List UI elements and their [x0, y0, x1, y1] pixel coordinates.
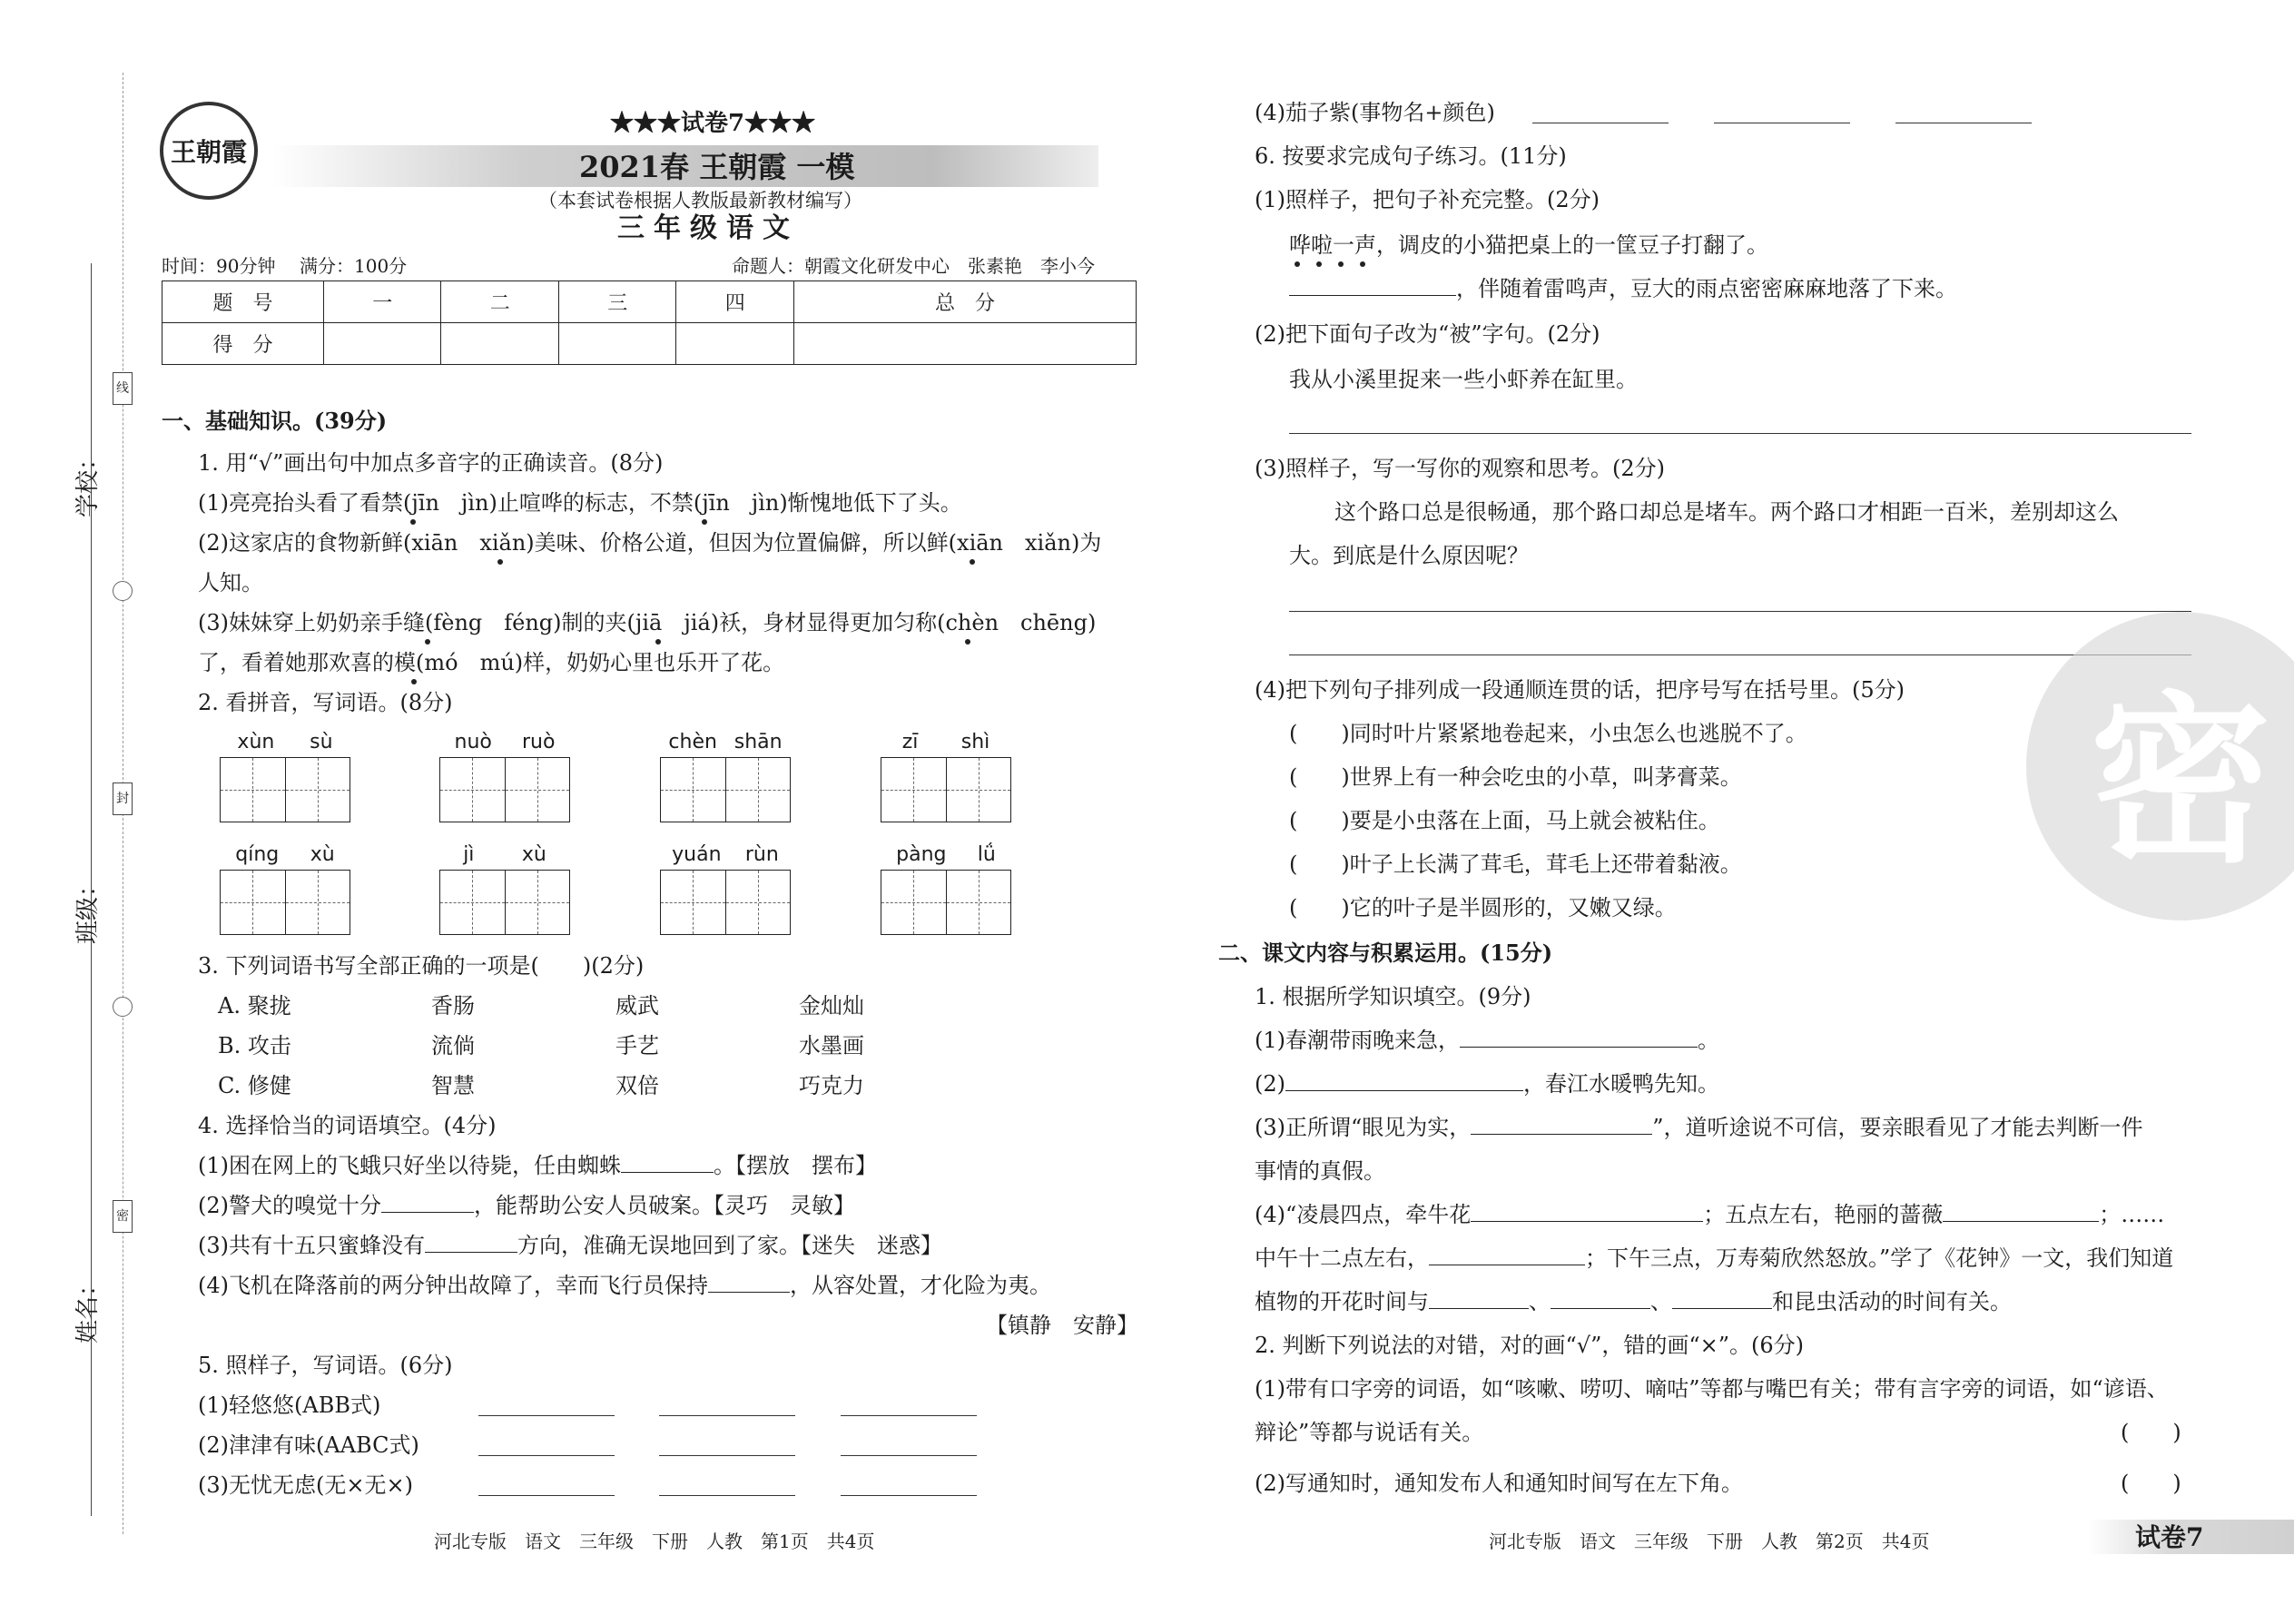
- pinyin: xù: [310, 843, 335, 866]
- q6-1-prompt: (1)照样子，把句子补充完整。(2分): [1255, 187, 1600, 212]
- q4-text: ，能帮助公安人员破案。【灵巧 灵敏】: [474, 1193, 855, 1218]
- school-label: 学校：: [74, 446, 102, 517]
- q4-text: (4)飞机在降落前的两分钟出故障了，幸而飞行员保持: [198, 1273, 708, 1298]
- pinyin: yuán: [672, 843, 722, 866]
- s2-q1-item-3c: 事情的真假。: [1255, 1158, 1385, 1184]
- answer-blank[interactable]: [478, 1438, 615, 1456]
- q6-3-text-b: 大。到底是什么原因呢？: [1289, 543, 1529, 568]
- pinyin-box-7[interactable]: [660, 841, 791, 935]
- page-footer-left: 河北专版 语文 三年级 下册 人教 第1页 共4页: [434, 1530, 875, 1552]
- q3-option-a-word: 金灿灿: [799, 993, 864, 1019]
- q4-item-4: [198, 1271, 1051, 1300]
- answer-blank[interactable]: [659, 1438, 795, 1456]
- score-cell[interactable]: [676, 323, 793, 365]
- q5-item-3: (3)无忧无虑(无×无×): [198, 1472, 413, 1498]
- pinyin: shì: [960, 731, 990, 753]
- answer-blank[interactable]: [478, 1478, 615, 1496]
- answer-blank[interactable]: [1460, 1028, 1698, 1048]
- q3-option-b-word: 流倘: [431, 1033, 475, 1058]
- score-col-total: 总 分: [793, 281, 1136, 323]
- q5-item-1: (1)轻悠悠(ABB式): [198, 1393, 381, 1418]
- q6-4-item: ( )它的叶子是半圆形的，又嫩又绿。: [1289, 895, 1677, 920]
- section-1-heading: 一、基础知识。(39分): [162, 408, 388, 434]
- s2-q1-text: 中午十二点左右，: [1255, 1245, 1429, 1271]
- q6-4-item: ( )同时叶片紧紧地卷起来，小虫怎么也逃脱不了。: [1289, 721, 1807, 746]
- pinyin-box-8[interactable]: [881, 841, 1011, 935]
- q3-option-b-word: 水墨画: [799, 1033, 864, 1058]
- cut-mark-xian: 线: [113, 372, 133, 405]
- answer-line[interactable]: [1289, 637, 2191, 655]
- emphasis-dot: [1338, 261, 1344, 267]
- pinyin: xùn: [237, 731, 275, 753]
- answer-blank[interactable]: [708, 1273, 790, 1293]
- score-cell[interactable]: [441, 323, 558, 365]
- q1-item-3b: 了，看着她那欢喜的模(mó mú)样，奶奶心里也乐开了花。: [198, 650, 785, 675]
- answer-blank[interactable]: [1471, 1115, 1652, 1135]
- q3-option-c-word: 智慧: [431, 1073, 475, 1098]
- answer-blank[interactable]: [659, 1398, 795, 1416]
- s2-q2-item-1a: (1)带有口字旁的词语，如“咳嗽、唠叨、嘀咕”等都与嘴巴有关；带有言字旁的词语，如“谚语、: [1255, 1376, 2169, 1402]
- s2-q1-item-4f: [1255, 1287, 2012, 1316]
- logo-icon: 王朝霞: [160, 102, 258, 200]
- score-table-header-label: 题 号: [162, 281, 324, 323]
- answer-blank[interactable]: [1895, 105, 2032, 123]
- corner-tag: 试卷7: [2135, 1522, 2204, 1552]
- answer-blank[interactable]: [841, 1478, 977, 1496]
- exam-time: 时间：90分钟: [162, 255, 276, 277]
- emphasis-dot: [497, 559, 503, 565]
- class-label: 班级：: [74, 872, 102, 944]
- emphasis-dot: [410, 519, 416, 525]
- pinyin: zī: [901, 731, 919, 753]
- judge-paren[interactable]: ( ): [2121, 1420, 2181, 1445]
- section-2-heading: 二、课文内容与积累运用。(15分): [1218, 940, 1553, 966]
- s2-q2-item-1b: 辩论”等都与说话有关。: [1255, 1420, 1484, 1445]
- q5-item-4: (4)茄子紫(事物名+颜色): [1255, 100, 1495, 125]
- q4-item-4-options: 【镇静 安静】: [986, 1313, 1138, 1338]
- s2-q1-text: ；下午三点，万寿菊欣然怒放。”学了《花钟》一文，我们知道: [1585, 1245, 2174, 1271]
- binding-hole-icon: [113, 997, 133, 1017]
- answer-blank[interactable]: [621, 1153, 714, 1173]
- answer-blank[interactable]: [1285, 1071, 1523, 1091]
- period: 。: [1698, 1028, 1719, 1053]
- s2-q1-item-4d: [1255, 1244, 2173, 1273]
- pinyin-box-6[interactable]: [439, 841, 570, 935]
- s2-q1-text: (3)正所谓“眼见为实，: [1255, 1115, 1472, 1140]
- q4-prompt: 4. 选择恰当的词语填空。(4分): [198, 1113, 497, 1138]
- answer-blank[interactable]: [1429, 1289, 1529, 1309]
- q2-prompt: 2. 看拼音，写词语。(8分): [198, 690, 453, 715]
- emphasis-dot: [411, 679, 417, 684]
- pinyin: rùn: [744, 843, 779, 866]
- page-footer-right: 河北专版 语文 三年级 下册 人教 第2页 共4页: [1489, 1530, 1930, 1552]
- pinyin-box-1[interactable]: [220, 728, 350, 822]
- score-table-row-label: 得 分: [162, 323, 324, 365]
- q3-option-c-word: 双倍: [615, 1073, 659, 1098]
- pinyin: chèn: [668, 731, 717, 753]
- q6-1-example: 哗啦一声，调皮的小猫把桌上的一筐豆子打翻了。: [1289, 232, 1768, 258]
- pinyin: nuò: [454, 731, 492, 753]
- s2-q1-text: ；五点左右，艳丽的蔷薇: [1703, 1202, 1944, 1227]
- q4-item-3: [198, 1231, 942, 1260]
- pinyin: shān: [733, 731, 783, 753]
- answer-blank[interactable]: [1943, 1202, 2099, 1222]
- pinyin: ruò: [522, 731, 556, 753]
- score-table: [162, 281, 1137, 365]
- emphasis-dot: [655, 639, 661, 645]
- binding-hole-icon: [113, 581, 133, 601]
- answer-blank[interactable]: [1714, 105, 1850, 123]
- emphasis-dot: [425, 639, 430, 645]
- q6-3-text-a: 这个路口总是很畅通，那个路口却总是堵车。两个路口才相距一百米，差别却这么: [1334, 499, 2119, 525]
- cut-mark-feng: 封: [113, 782, 133, 815]
- answer-blank[interactable]: [1429, 1245, 1585, 1265]
- q6-2-prompt: (2)把下面句子改为“被”字句。(2分): [1255, 321, 1600, 347]
- exam-full-score: 满分：100分: [300, 255, 408, 277]
- q4-text: (1)困在网上的飞蛾只好坐以待毙，任由蜘蛛: [198, 1153, 621, 1178]
- s2-q1-text: ，春江水暖鸭先知。: [1523, 1071, 1719, 1097]
- pause-mark: 、: [1650, 1289, 1672, 1314]
- q6-3-prompt: (3)照样子，写一写你的观察和思考。(2分): [1255, 456, 1665, 481]
- score-cell[interactable]: [558, 323, 675, 365]
- q5-item-2: (2)津津有味(AABC式): [198, 1432, 419, 1458]
- emphasis-dot: [1360, 261, 1365, 267]
- q3-option-c: C. 修健: [218, 1073, 291, 1098]
- answer-blank[interactable]: [381, 1193, 474, 1213]
- q6-2-sentence: 我从小溪里捉来一些小虾养在缸里。: [1289, 367, 1638, 392]
- secret-stamp-icon: 密: [2026, 612, 2294, 920]
- subject-title: 三年级语文: [617, 212, 799, 244]
- pinyin-box-4[interactable]: [881, 728, 1011, 822]
- s2-q1-item-1: [1255, 1026, 1719, 1055]
- q6-4-item: ( )世界上有一种会吃虫的小草，叫茅膏菜。: [1289, 764, 1742, 790]
- emphasis-dot: [702, 519, 707, 525]
- q3-option-a-word: 香肠: [431, 993, 475, 1019]
- q1-prompt: 1. 用“√”画出句中加点多音字的正确读音。(8分): [198, 450, 664, 476]
- q4-text: 方向，准确无误地回到了家。【迷失 迷惑】: [517, 1233, 942, 1258]
- score-cell[interactable]: [324, 323, 441, 365]
- q4-text: 。【摆放 摆布】: [714, 1153, 877, 1178]
- q1-item-3a: (3)妹妹穿上奶奶亲手缝(fèng féng)制的夹(jiā jiá)袄，身材显得更加匀称(chèn chēng): [198, 610, 1097, 635]
- answer-blank[interactable]: [1672, 1289, 1772, 1309]
- pinyin: xù: [521, 843, 546, 866]
- s2-q1-item-3: [1255, 1113, 2143, 1142]
- exam-author: 命题人：朝霞文化研发中心 张素艳 李小今: [732, 255, 1095, 277]
- emphasis-dot: [965, 639, 970, 645]
- answer-blank[interactable]: [1532, 105, 1669, 123]
- paper-tag: ★★★试卷7★★★: [610, 110, 816, 137]
- q3-prompt: 3. 下列词语书写全部正确的一项是( )(2分): [198, 953, 645, 979]
- emphasis-dot: [970, 559, 975, 565]
- pinyin: pàng: [896, 843, 947, 866]
- s2-q1-text: (1)春潮带雨晚来急，: [1255, 1028, 1460, 1053]
- cut-mark-mi: 密: [113, 1200, 133, 1233]
- q6-4-item: ( )要是小虫落在上面，马上就会被粘住。: [1289, 808, 1720, 833]
- answer-blank[interactable]: [659, 1478, 795, 1496]
- emphasis-dot: [1316, 261, 1322, 267]
- q3-option-a-word: 威武: [615, 993, 659, 1019]
- answer-blank[interactable]: [1471, 1202, 1703, 1222]
- answer-blank[interactable]: [478, 1398, 615, 1416]
- s2-q1-text: (4)“凌晨四点，牵牛花: [1255, 1202, 1472, 1227]
- s2-q1-text: ”，道听途说不可信，要亲眼看见了才能去判断一件: [1652, 1115, 2143, 1140]
- q6-1-blank-line: [1289, 274, 1957, 303]
- q4-text: ，从容处置，才化险为夷。: [790, 1273, 1051, 1298]
- q1-item-1: (1)亮亮抬头看了看禁(jīn jìn)止喧哗的标志，不禁(jīn jìn)惭愧地低下了头。: [198, 490, 962, 516]
- pinyin: jì: [463, 843, 475, 866]
- q3-option-b-word: 手艺: [615, 1033, 659, 1058]
- s2-q1-text: 植物的开花时间与: [1255, 1289, 1429, 1314]
- q6-4-item: ( )叶子上长满了茸毛，茸毛上还带着黏液。: [1289, 851, 1742, 877]
- pinyin: sù: [310, 731, 333, 753]
- pinyin: lǘ: [977, 843, 996, 866]
- exam-title: 2021春 王朝霞 一模: [579, 150, 855, 184]
- score-col-2: 二: [441, 281, 558, 323]
- answer-blank[interactable]: [425, 1233, 517, 1253]
- q5-prompt: 5. 照样子，写词语。(6分): [198, 1353, 453, 1378]
- s2-q1-item-4: [1255, 1200, 2164, 1229]
- score-cell[interactable]: [793, 323, 1136, 365]
- s2-q1-text: (2): [1255, 1071, 1285, 1097]
- s2-q1-item-2: [1255, 1069, 1719, 1098]
- exam-subtitle: （本套试卷根据人教版最新教材编写）: [538, 190, 862, 212]
- pinyin-box-3[interactable]: [660, 728, 791, 822]
- s2-q1-prompt: 1. 根据所学知识填空。(9分): [1255, 984, 1531, 1009]
- score-col-1: 一: [324, 281, 441, 323]
- s2-q2-prompt: 2. 判断下列说法的对错，对的画“√”，错的画“×”。(6分): [1255, 1333, 1805, 1358]
- q6-1-text: ，伴随着雷鸣声，豆大的雨点密密麻麻地落了下来。: [1456, 276, 1957, 301]
- q6-prompt: 6. 按要求完成句子练习。(11分): [1255, 143, 1567, 169]
- pause-mark: 、: [1529, 1289, 1551, 1314]
- answer-blank[interactable]: [1289, 276, 1456, 296]
- emphasis-dot: [1295, 261, 1300, 267]
- q4-text: (2)警犬的嗅觉十分: [198, 1193, 381, 1218]
- q3-option-c-word: 巧克力: [799, 1073, 864, 1098]
- answer-blank[interactable]: [1551, 1289, 1650, 1309]
- q1-item-2a: (2)这家店的食物新鲜(xiān xiǎn)美味、价格公道，但因为位置偏僻，所以鲜(xiān xiǎn)为: [198, 530, 1102, 556]
- score-col-3: 三: [558, 281, 675, 323]
- q4-text: (3)共有十五只蜜蜂没有: [198, 1233, 425, 1258]
- s2-q1-text: 和昆虫活动的时间有关。: [1772, 1289, 2012, 1314]
- q6-4-prompt: (4)把下列句子排列成一段通顺连贯的话，把序号写在括号里。(5分): [1255, 677, 1905, 703]
- answer-blank[interactable]: [841, 1438, 977, 1456]
- q3-option-a: A. 聚拢: [218, 993, 291, 1019]
- pinyin: qíng: [235, 843, 280, 866]
- answer-line[interactable]: [1289, 416, 2191, 434]
- answer-blank[interactable]: [841, 1398, 977, 1416]
- q3-option-b: B. 攻击: [218, 1033, 291, 1058]
- name-label: 姓名：: [74, 1272, 102, 1343]
- judge-paren[interactable]: ( ): [2121, 1471, 2181, 1496]
- answer-line[interactable]: [1289, 594, 2191, 612]
- q4-item-1: [198, 1151, 877, 1180]
- score-col-4: 四: [676, 281, 793, 323]
- pinyin-box-5[interactable]: [220, 841, 350, 935]
- pinyin-box-2[interactable]: [439, 728, 570, 822]
- s2-q2-item-2: (2)写通知时，通知发布人和通知时间写在左下角。: [1255, 1471, 1743, 1496]
- q1-item-2b: 人知。: [198, 570, 263, 595]
- s2-q1-text: ；……: [2099, 1202, 2165, 1227]
- q4-item-2: [198, 1191, 855, 1220]
